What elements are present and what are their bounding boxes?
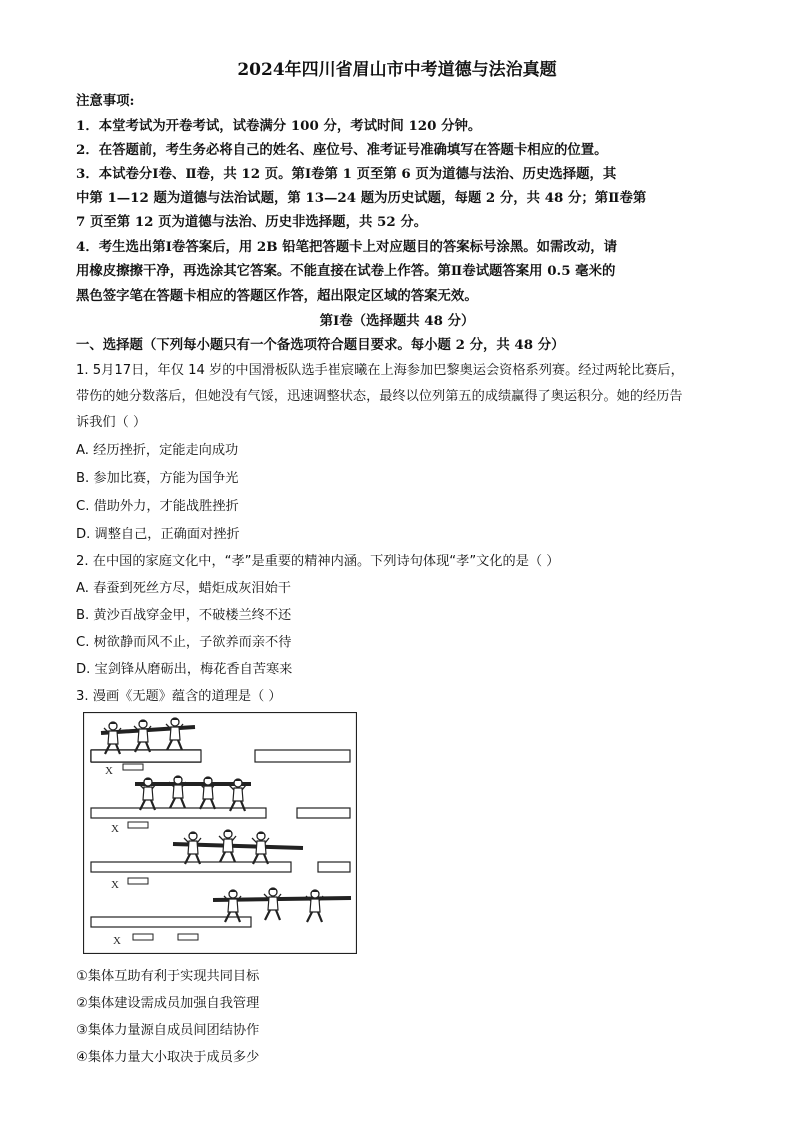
q2-option-c: C. 树欲静而风不止，子欲养而亲不待 <box>76 635 292 650</box>
svg-text:X: X <box>111 879 119 891</box>
q3-stem: 3. 漫画《无题》蕴含的道理是（ ） <box>76 689 282 704</box>
q3-option-1: ①集体互助有利于实现共同目标 <box>76 969 260 984</box>
notice-line: 黑色签字笔在答题卡相应的答题区作答，超出限定区域的答案无效。 <box>76 288 478 304</box>
part1-title: 第Ⅰ卷（选择题共 48 分） <box>319 313 475 329</box>
cartoon-illustration <box>83 712 357 954</box>
q2-stem: 2. 在中国的家庭文化中，“孝”是重要的精神内涵。下列诗句体现“孝”文化的是（ ） <box>76 554 560 569</box>
notice-heading: 注意事项: <box>76 93 135 109</box>
q1-stem: 带伤的她分数落后，但她没有气馁，迅速调整状态，最终以位列第五的成绩赢得了奥运积分。她的经历告 <box>76 389 683 404</box>
notice-line: 4．考生选出第Ⅰ卷答案后，用 2B 铅笔把答题卡上对应题目的答案标号涂黑。如需改动，请 <box>76 239 617 255</box>
q3-option-3: ③集体力量源自成员间团结协作 <box>76 1023 260 1038</box>
q2-option-d: D. 宝剑锋从磨砺出，梅花香自苦寒来 <box>76 662 293 677</box>
q1-stem: 1. 5月17日，年仅 14 岁的中国滑板队选手崔宸曦在上海参加巴黎奥运会资格系列赛。经过两轮比赛后， <box>76 363 684 378</box>
notice-line: 3．本试卷分Ⅰ卷、Ⅱ卷，共 12 页。第Ⅰ卷第 1 页至第 6 页为道德与法治、历史选择题，其 <box>76 166 617 182</box>
q1-option-b: B. 参加比赛，方能为国争光 <box>76 471 239 486</box>
notice-line: 1．本堂考试为开卷考试，试卷满分 100 分，考试时间 120 分钟。 <box>76 118 482 134</box>
q3-option-4: ④集体力量大小取决于成员多少 <box>76 1050 260 1065</box>
q1-stem: 诉我们（ ） <box>76 415 147 430</box>
notice-line: 用橡皮擦擦干净，再选涂其它答案。不能直接在试卷上作答。第Ⅱ卷试题答案用 0.5 毫米的 <box>76 263 616 279</box>
notice-line: 7 页至第 12 页为道德与法治、历史非选择题，共 52 分。 <box>76 214 428 230</box>
svg-text:X: X <box>113 935 121 947</box>
q2-option-b: B. 黄沙百战穿金甲，不破楼兰终不还 <box>76 608 292 623</box>
section-title: 一、选择题（下列每小题只有一个备选项符合题目要求。每小题 2 分，共 48 分） <box>76 337 565 353</box>
q1-option-a: A. 经历挫折，定能走向成功 <box>76 443 239 458</box>
svg-text:X: X <box>111 823 119 835</box>
notice-line: 2．在答题前，考生务必将自己的姓名、座位号、准考证号准确填写在答题卡相应的位置。 <box>76 142 608 158</box>
q2-option-a: A. 春蚕到死丝方尽，蜡炬成灰泪始干 <box>76 581 291 596</box>
page-title: 2024年四川省眉山市中考道德与法治真题 <box>237 60 557 80</box>
notice-line: 中第 1—12 题为道德与法治试题，第 13—24 题为历史试题，每题 2 分，共 48 分；第Ⅱ卷第 <box>76 190 647 206</box>
q3-option-2: ②集体建设需成员加强自我管理 <box>76 996 260 1011</box>
q1-option-d: D. 调整自己，正确面对挫折 <box>76 527 240 542</box>
svg-text:X: X <box>105 765 113 777</box>
q1-option-c: C. 借助外力，才能战胜挫折 <box>76 499 239 514</box>
